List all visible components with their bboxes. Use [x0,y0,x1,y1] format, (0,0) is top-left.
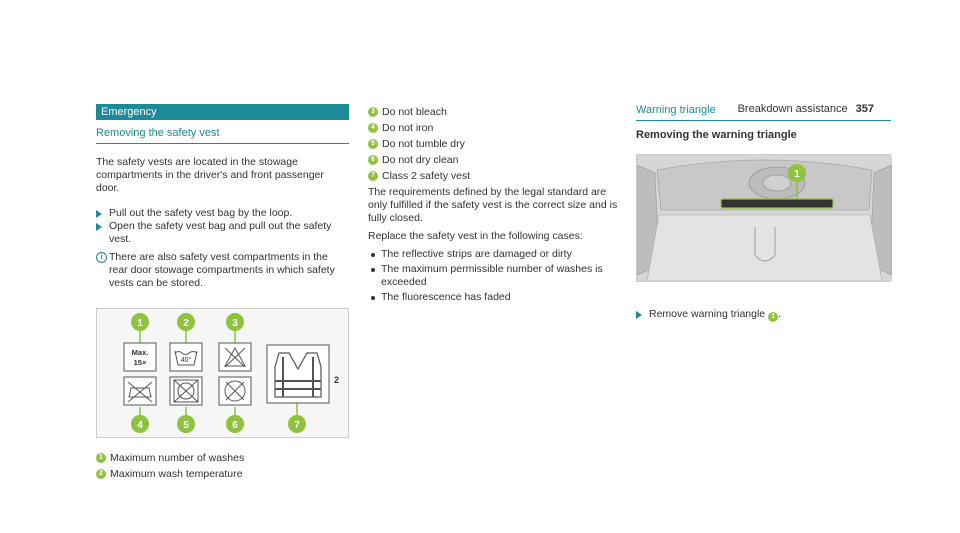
legend-item-4 [368,122,618,135]
svg-text:6: 6 [232,420,238,431]
vest-class-label: 2 [334,375,340,385]
legend-item-6 [368,154,618,167]
svg-text:4: 4 [137,420,143,431]
intro-text: The safety vests are located in the stowage compartments in the driver's and front passenger door. [96,156,324,194]
step-triangle-icon [96,223,102,231]
wash-temp-label: 40° [180,357,192,364]
page-number: 357 [855,103,874,115]
legend-item-5 [368,138,618,151]
bullet-1 [368,248,618,261]
no-iron-icon [124,377,156,405]
column-1 [96,104,349,484]
bullet-dot [371,253,375,257]
step-2-text: Open the safety vest bag and pull out the safety vest. [109,220,332,245]
legend-list-2 [368,106,618,183]
callout-badge: 6 [368,155,378,165]
care-symbols-illustration [97,309,350,437]
step-1 [96,207,349,220]
svg-text:2: 2 [183,318,189,329]
heading-removing-safety-vest: Removing the safety vest [96,127,349,144]
subheading-removing-warning-triangle: Removing the warning triangle [636,129,797,141]
legend-item-text: Maximum wash temperature [110,468,243,480]
svg-text:1: 1 [137,318,143,329]
column-3 [636,104,891,322]
step-1-text: Pull out the safety vest bag by the loop. [109,207,293,219]
bullet-2 [368,263,618,289]
step-triangle-icon [636,311,642,319]
callout-badge: 1 [96,453,106,463]
step-2 [96,220,349,246]
legend-item-text: Maximum number of washes [110,452,245,464]
legend-item-7 [368,170,618,183]
requirements-text: The requirements defined by the legal standard are only fulfilled if the safety vest is the correct size and is fully closed. [368,186,618,224]
svg-text:7: 7 [294,420,300,431]
callout-4 [131,415,149,433]
step-triangle-icon [96,210,102,218]
max-label: Max. [131,348,149,357]
legend-item-text: Do not tumble dry [382,138,465,150]
callout-6 [226,415,244,433]
no-tumble-dry-icon [170,377,202,405]
no-dry-clean-icon [219,377,251,405]
callout-5 [177,415,195,433]
info-icon: i [96,252,107,263]
warning-triangle-case [721,199,833,208]
callout-7 [288,415,306,433]
legend-item-text: Class 2 safety vest [382,170,471,182]
legend-item-text: Do not dry clean [382,154,459,166]
legend-item-text: Do not bleach [382,106,447,118]
care-symbols-figure [96,308,349,438]
callout-badge: 2 [96,469,106,479]
legend-item-1 [96,452,349,465]
callout-3 [226,313,244,331]
bullet-dot [371,268,375,272]
step-text: Remove warning triangle [649,308,766,320]
callout-badge: 3 [368,107,378,117]
legend-item-2 [96,468,349,481]
section-bar-emergency: Emergency [96,104,349,120]
info-note [96,251,349,290]
heading-warning-triangle: Warning triangle [636,104,891,121]
callout-2 [177,313,195,331]
bullet-dot [371,296,375,300]
callout-1 [131,313,149,331]
callout-badge: 5 [368,139,378,149]
no-bleach-icon [219,343,251,371]
info-note-text: There are also safety vest compartments in the rear door stowage compartments in which safety vests can be stored. [109,251,335,289]
trunk-illustration [637,155,892,281]
safety-vest-icon [267,345,329,403]
bullet-3 [368,291,618,304]
callout-1 [788,164,806,182]
bullet-text: The fluorescence has faded [381,291,511,303]
svg-text:5: 5 [183,420,189,431]
replace-intro-text: Replace the safety vest in the following cases: [368,230,583,242]
column-2 [368,104,618,306]
callout-badge: 7 [368,171,378,181]
legend-item-3 [368,106,618,119]
step-remove-triangle [636,308,891,322]
trunk-figure [636,154,891,282]
bullet-text: The maximum permissible number of washes is exceeded [381,263,603,288]
callout-badge: 4 [368,123,378,133]
header-section: Breakdown assistance [737,103,848,115]
svg-text:3: 3 [232,318,238,329]
legend-list-1 [96,452,349,481]
callout-badge: 1 [768,312,778,322]
svg-text:1: 1 [794,169,800,180]
legend-item-text: Do not iron [382,122,434,134]
step-end: . [778,308,781,320]
bullet-text: The reflective strips are damaged or dirty [381,248,572,260]
fifteen-times-label: 15× [133,358,147,367]
